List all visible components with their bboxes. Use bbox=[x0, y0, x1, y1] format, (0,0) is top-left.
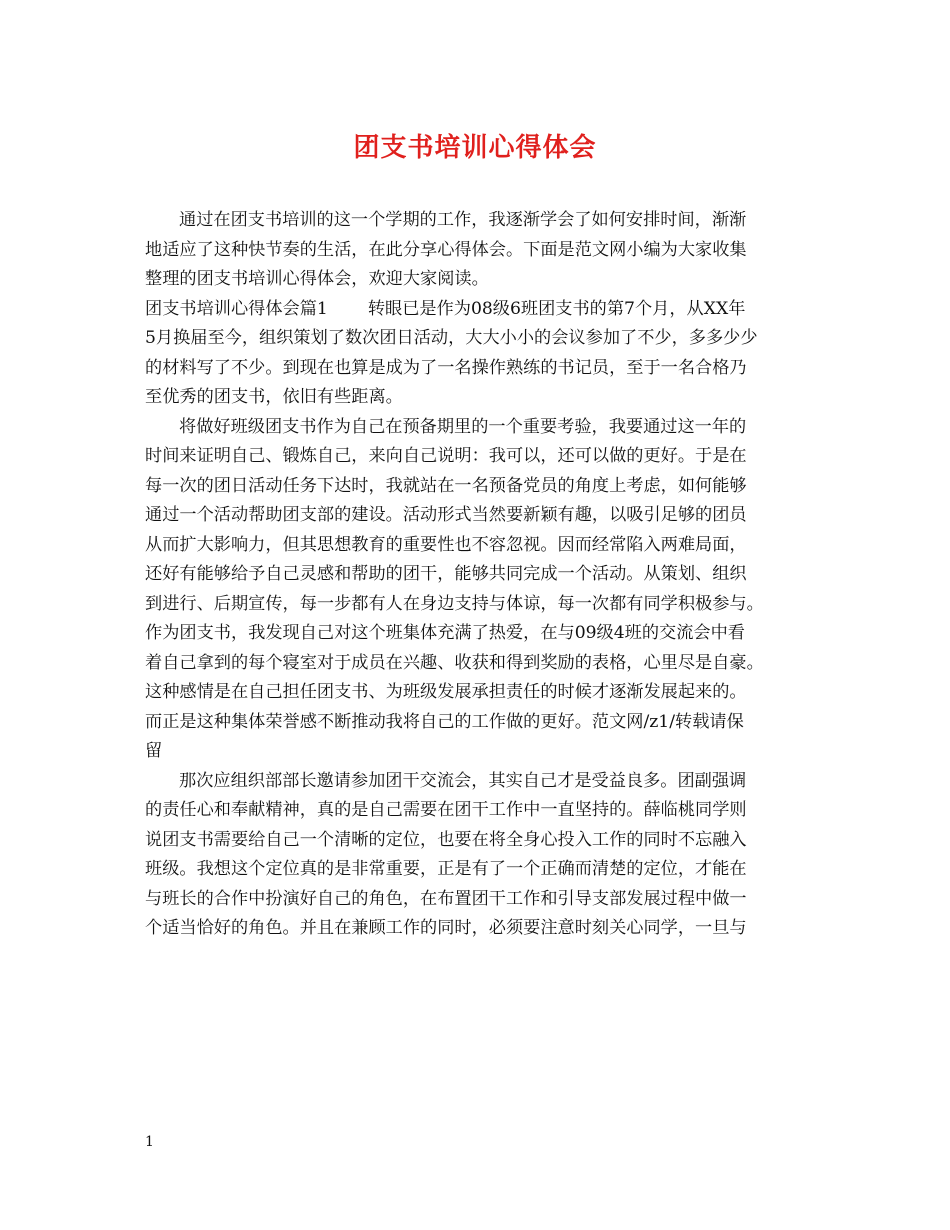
page-number: 1 bbox=[145, 1134, 154, 1150]
text-line: 将做好班级团支书作为自己在预备期里的一个重要考验，我要通过这一年的 bbox=[179, 416, 747, 437]
text-line: 转眼已是作为08级6班团支书的第7个月，从XX年 bbox=[367, 298, 746, 319]
text-line: 通过在团支书培训的这一个学期的工作，我逐渐学会了如何安排时间，渐渐 bbox=[179, 210, 747, 230]
text-line: 地适应了这种快节奏的生活，在此分享心得体会。下面是范文网小编为大家收集 bbox=[145, 239, 747, 260]
text-line: 5月换届至今，组织策划了数次团日活动，大大小小的会议参加了不少，多多少少 bbox=[145, 328, 758, 348]
text-line: 时间来证明自己、锻炼自己，来向自己说明：我可以，还可以做的更好。于是在 bbox=[145, 446, 747, 466]
text-line: 每一次的团日活动任务下达时，我就站在一名预备党员的角度上考虑，如何能够 bbox=[145, 475, 747, 496]
text-line: 的责任心和奉献精神，真的是自己需要在团干工作中一直坚持的。薛临桃同学则 bbox=[145, 800, 747, 820]
text-line: 着自己拿到的每个寝室对于成员在兴趣、收获和得到奖励的表格，心里尽是自豪。 bbox=[145, 652, 764, 673]
document-body bbox=[145, 206, 807, 944]
text-line: 还好有能够给予自己灵感和帮助的团干，能够共同完成一个活动。从策划、组织 bbox=[145, 564, 747, 584]
text-line: 至优秀的团支书，依旧有些距离。 bbox=[145, 387, 403, 407]
text-line: 而正是这种集体荣誉感不断推动我将自己的工作做的更好。范文网/z1/转载请保 bbox=[145, 711, 744, 732]
text-line: 个适当恰好的角色。并且在兼顾工作的同时，必须要注意时刻关心同学，一旦与 bbox=[145, 918, 747, 938]
text-line: 与班长的合作中扮演好自己的角色，在布置团干工作和引导支部发展过程中做一 bbox=[145, 888, 747, 909]
text-line: 那次应组织部部长邀请参加团干交流会，其实自己才是受益良多。团副强调 bbox=[179, 770, 747, 791]
text-line: 的材料写了不少。到现在也算是成为了一名操作熟练的书记员，至于一名合格乃 bbox=[145, 357, 747, 378]
text-line: 说团支书需要给自己一个清晰的定位，也要在将全身心投入工作的同时不忘融入 bbox=[145, 829, 747, 850]
text-line: 班级。我想这个定位真的是非常重要，正是有了一个正确而清楚的定位，才能在 bbox=[145, 859, 747, 879]
text-line: 从而扩大影响力，但其思想教育的重要性也不容忽视。因而经常陷入两难局面， bbox=[145, 534, 747, 555]
text-line: 通过一个活动帮助团支部的建设。活动形式当然要新颖有趣，以吸引足够的团员 bbox=[145, 505, 747, 525]
text-line: 整理的团支书培训心得体会，欢迎大家阅读。 bbox=[145, 269, 489, 289]
text-line: 作为团支书，我发现自己对这个班集体充满了热爱，在与09级4班的交流会中看 bbox=[145, 623, 745, 643]
text-line: 这种感情是在自己担任团支书、为班级发展承担责任的时候才逐渐发展起来的。 bbox=[145, 682, 747, 702]
text-line: 留 bbox=[145, 741, 163, 761]
document-title: 团支书培训心得体会 bbox=[353, 133, 597, 163]
section-heading: 团支书培训心得体会篇1 bbox=[145, 298, 328, 319]
section-heading-line bbox=[145, 295, 807, 325]
text-line: 到进行、后期宣传，每一步都有人在身边支持与体谅，每一次都有同学积极参与。 bbox=[145, 593, 764, 614]
